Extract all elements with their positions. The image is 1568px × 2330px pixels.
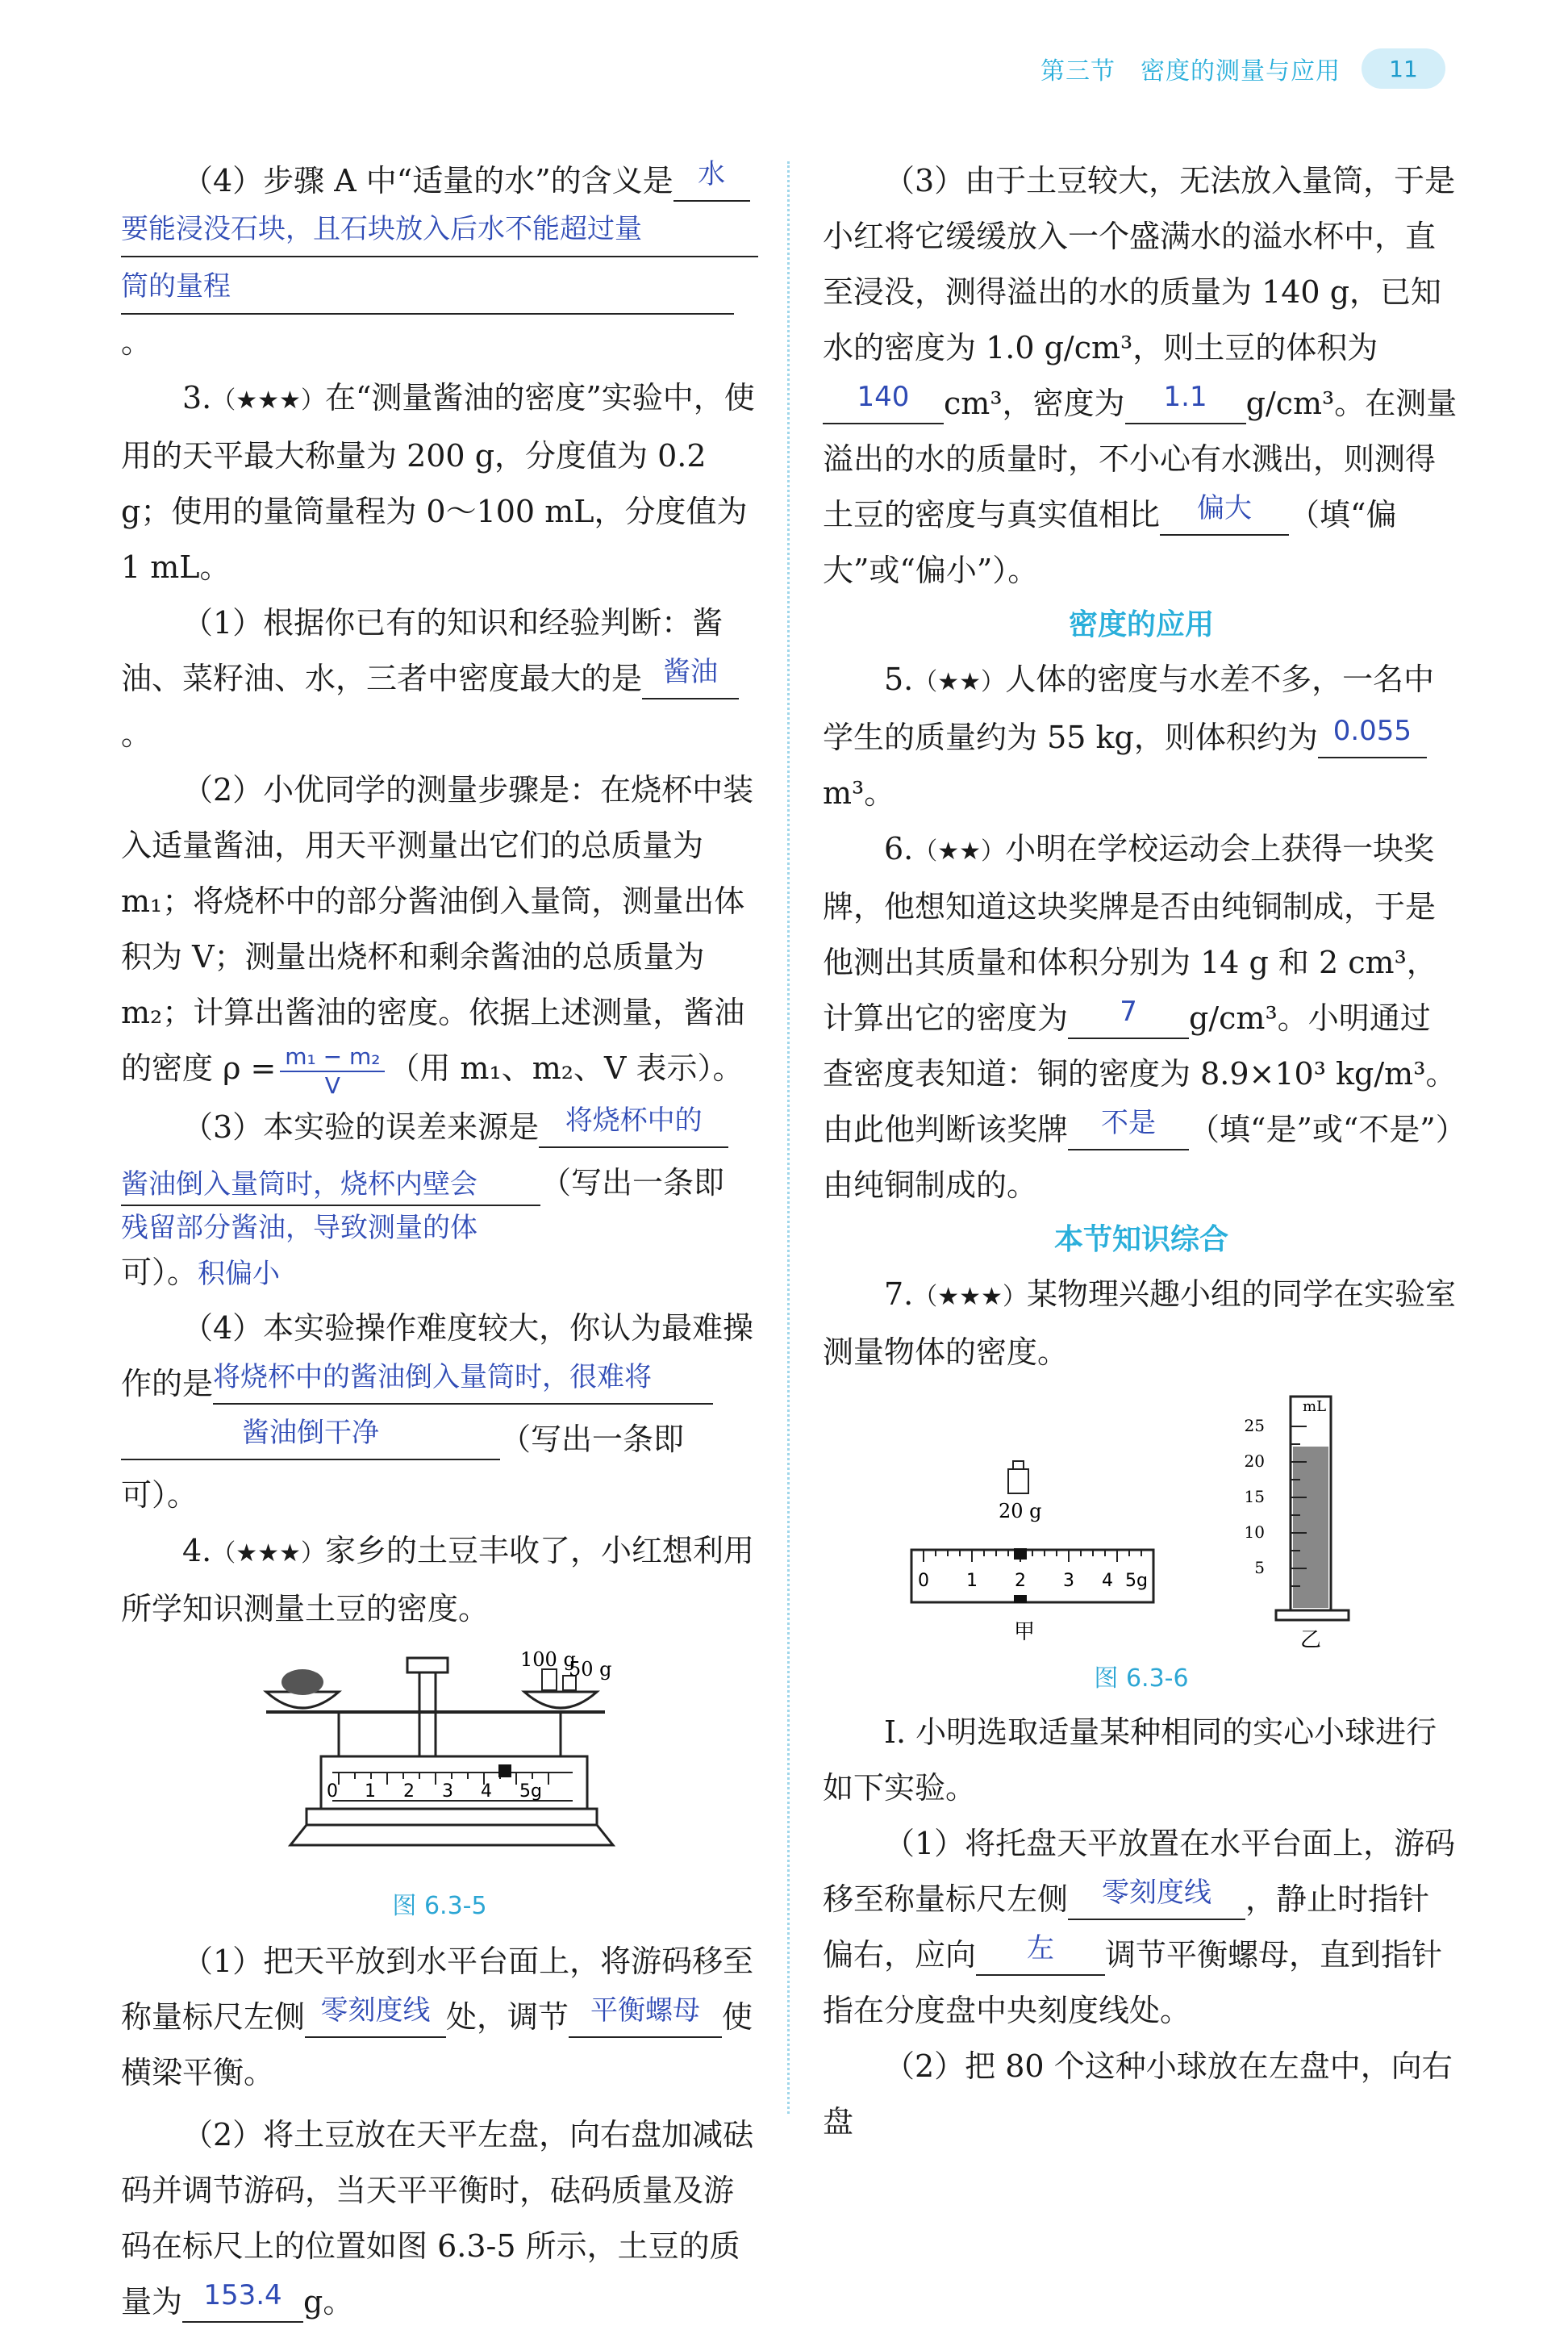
cylinder-unit: mL xyxy=(1303,1398,1327,1415)
density-fraction xyxy=(280,1043,385,1100)
q3-3-text: （3）本实验的误差来源是 xyxy=(182,1109,540,1145)
q6-end: （填“是”或“不是”）由纯铜制成的。 xyxy=(823,1112,1451,1203)
cylinder-mark-10: 10 xyxy=(1244,1522,1265,1542)
q4-3-answer-1: 140 xyxy=(857,381,910,413)
q3-4-text: （4）本实验操作难度较大，你认为最难操作的是 xyxy=(121,1309,754,1401)
figure-6-3-5 xyxy=(121,1643,758,1885)
figure-label-a: 甲 xyxy=(1013,1620,1036,1644)
ruler-tick-4: 4 xyxy=(1102,1571,1113,1591)
q6-answer-2: 不是 xyxy=(1101,1107,1157,1139)
q4-3-mid-1: cm³，密度为 xyxy=(944,386,1125,421)
q6-blank-2 xyxy=(1068,1107,1189,1150)
q4-2-answer: 153.4 xyxy=(203,2278,282,2311)
q2-4-text: （4）步骤 A 中“适量的水”的含义是 xyxy=(182,163,673,198)
q6-text: 小明在学校运动会上获得一块奖牌，他想知道这块奖牌是否由纯铜制成，于是他测出其质量和体积分别为 14 g 和 2 cm³，计算出它的密度为 xyxy=(823,831,1437,1036)
q4-1-text: （1）把天平放到水平台面上，将游码移至称量标尺左侧 xyxy=(121,1943,754,2035)
scale-and-cylinder-illustration xyxy=(823,1388,1460,1663)
figure-label-b: 乙 xyxy=(1299,1628,1322,1652)
cylinder-mark-20: 20 xyxy=(1244,1451,1265,1471)
weight-100g-label: 100 g xyxy=(520,1647,576,1671)
scale-tick-5: 5g xyxy=(519,1781,542,1802)
q3 xyxy=(121,370,758,595)
q3-1-text: （1）根据你已有的知识和经验判断：酱油、菜籽油、水，三者中密度最大的是 xyxy=(121,605,724,696)
section-heading-density-application: 密度的应用 xyxy=(1068,608,1214,641)
q3-3-answer-3: 残留部分酱油，导致测量的体 xyxy=(121,1211,477,1244)
fraction-denominator: V xyxy=(324,1071,340,1099)
weight-50g-label: 50 g xyxy=(569,1657,612,1681)
q4-3-blank-3 xyxy=(1160,492,1289,536)
q6-blank-1 xyxy=(1068,996,1189,1039)
column-divider xyxy=(787,161,790,2114)
q4-3-answer-2: 1.1 xyxy=(1163,381,1207,413)
scale-tick-4: 4 xyxy=(481,1781,492,1802)
q3-2-blank xyxy=(276,1043,389,1100)
q7-1-blank-1 xyxy=(1068,1877,1245,1920)
figure-6-3-6 xyxy=(823,1388,1460,1663)
ruler-tick-2: 2 xyxy=(1015,1571,1026,1591)
ruler-tick-5: 5g xyxy=(1125,1571,1148,1591)
q4-1-end: 使横梁平衡。 xyxy=(121,1998,753,2090)
q5-text: 人体的密度与水差不多，一名中学生的质量约为 55 kg，则体积约为 xyxy=(823,662,1435,755)
q3-3-answer-2: 酱油倒入量筒时，烧杯内壁会 xyxy=(121,1164,540,1206)
q7-1 xyxy=(823,1816,1460,2039)
q2-4-answer-3: 筒的量程 xyxy=(121,266,734,315)
q3-1-answer: 酱油 xyxy=(663,656,719,688)
q4 xyxy=(121,1523,758,1637)
q4-2-text: （2）将土豆放在天平左盘，向右盘加减砝码并调节游码，当天平平衡时，砝码质量及游码在标尺上的位置如图 6.3-5 所示，土豆的质量为 xyxy=(121,2116,754,2320)
q7-1-answer-1: 零刻度线 xyxy=(1102,1877,1212,1909)
page-number: 11 xyxy=(1362,48,1445,89)
q4-2-unit: g。 xyxy=(303,2283,354,2320)
scale-tick-2: 2 xyxy=(403,1781,415,1802)
q4-2-blank xyxy=(182,2278,303,2323)
q6-mid: g/cm³。小明通过查密度表知道：铜的密度为 8.9×10³ kg/m³。由此他判断该奖牌 xyxy=(823,1000,1457,1147)
q4-3 xyxy=(823,153,1460,599)
cylinder-mark-25: 25 xyxy=(1244,1416,1265,1435)
balance-illustration xyxy=(121,1643,758,1885)
q5-unit: m³。 xyxy=(823,775,895,811)
q3-4-answer-2: 酱油倒干净 xyxy=(242,1416,379,1449)
q2-4-answer-1: 水 xyxy=(698,158,726,190)
q4-1-blank-2 xyxy=(569,1994,722,2038)
q3-stars: （★★★） xyxy=(211,386,325,415)
left-column xyxy=(121,153,758,2330)
q5-answer: 0.055 xyxy=(1332,715,1412,747)
scale-tick-1: 1 xyxy=(365,1781,376,1802)
q7-number: 7. xyxy=(884,1276,914,1312)
q5-blank xyxy=(1318,715,1427,758)
q4-3-answer-3: 偏大 xyxy=(1197,492,1253,524)
q3-2-post: （用 m₁、m₂、V 表示）。 xyxy=(389,1050,744,1086)
q4-3-end: （填“偏大”或“偏小”）。 xyxy=(823,497,1397,588)
q4-3-blank-2 xyxy=(1125,381,1246,424)
q7-stars: （★★★） xyxy=(913,1283,1027,1311)
cylinder-liquid xyxy=(1293,1447,1328,1608)
q4-3-blank-1 xyxy=(823,381,944,424)
potato-icon xyxy=(281,1669,323,1695)
section-heading-comprehensive: 本节知识综合 xyxy=(1053,1223,1228,1256)
q3-2 xyxy=(121,762,758,1100)
q4-stars: （★★★） xyxy=(211,1539,325,1568)
q4-text: 家乡的土豆丰收了，小红想利用所学知识测量土豆的密度。 xyxy=(121,1532,754,1626)
figure-6-3-5-caption: 图 6.3-5 xyxy=(392,1891,487,1920)
q4-1-mid: 处，调节 xyxy=(446,1998,569,2035)
q3-4-post: （写出一条即可）。 xyxy=(121,1421,685,1513)
q3-1: （1）根据你已有的知识和经验判断：酱油、菜籽油、水，三者中密度最大的是 酱油。 xyxy=(121,595,758,762)
q4-3-mid-2: g/cm³。在测量溢出的水的质量时，不小心有水溅出，则测得土豆的密度与真实值相比 xyxy=(823,386,1457,532)
q3-4 xyxy=(121,1301,758,1523)
q6-answer-1: 7 xyxy=(1120,996,1137,1028)
right-column xyxy=(823,153,1460,2150)
q7-text: 某物理兴趣小组的同学在实验室测量物体的密度。 xyxy=(823,1276,1456,1370)
cylinder-mark-15: 15 xyxy=(1244,1487,1265,1506)
q3-4-blank-2 xyxy=(121,1416,500,1460)
q3-1-blank xyxy=(642,656,739,699)
q3-4-answer-1: 将烧杯中的酱油倒入量筒时，很难将 xyxy=(213,1360,653,1393)
q3-3-mid: （写出一条即 xyxy=(540,1164,725,1200)
scale-tick-3: 3 xyxy=(442,1781,453,1802)
q7-1-blank-2 xyxy=(976,1932,1105,1976)
q4-1 xyxy=(121,1934,758,2101)
rider-marker-2 xyxy=(1014,1548,1027,1560)
q3-text: 在“测量酱油的密度”实验中，使用的天平最大称量为 200 g，分度值为 0.2 g；使用的量筒量程为 0～100 mL，分度值为 1 mL。 xyxy=(121,380,755,585)
q4-2 xyxy=(121,2107,758,2330)
weight-20g-label: 20 g xyxy=(999,1500,1042,1522)
q2-4-answer-2: 要能浸没石块，且石块放入后水不能超过量 xyxy=(121,209,758,257)
fraction-numerator: m₁ − m₂ xyxy=(280,1043,385,1072)
q4-3-text: （3）由于土豆较大，无法放入量筒，于是小红将它缓缓放入一个盛满水的溢水杯中，直至浸没，测得溢出的水的质量为 140 g，已知水的密度为 1.0 g/cm³，则土豆的体积为 xyxy=(823,163,1456,365)
q3-3 xyxy=(121,1100,758,1301)
end-mark: 。 xyxy=(121,324,152,360)
q3-3-answer-4: 积偏小 xyxy=(198,1257,281,1290)
q3-4-blank-1 xyxy=(213,1360,713,1405)
q4-number: 4. xyxy=(182,1532,212,1568)
q6-stars: （★★） xyxy=(913,837,1006,866)
q4-1-answer-1: 零刻度线 xyxy=(320,1994,431,2027)
q7-2: （2）把 80 个这种小球放在左盘中，向右盘 xyxy=(823,2048,1453,2140)
q3-2-text: （2）小优同学的测量步骤是：在烧杯中装入适量酱油，用天平测量出它们的总质量为 m₁；将烧杯中的部分酱油倒入量筒，测量出体积为 V；测量出烧杯和剩余酱油的总质量为 m₂；计算出酱油的密度。依据上述测量，酱油的密度 ρ = xyxy=(121,772,754,1086)
q7 xyxy=(823,1267,1460,1380)
q6 xyxy=(823,821,1460,1213)
q2-4-blank xyxy=(673,158,750,202)
q3-3-blank xyxy=(539,1104,728,1148)
page-header xyxy=(1040,47,1445,90)
q7-I: Ⅰ. 小明选取适量某种相同的实心小球进行如下实验。 xyxy=(823,1714,1437,1806)
q4-1-blank-1 xyxy=(305,1994,446,2038)
weight-20g-icon xyxy=(1008,1469,1028,1493)
q5-stars: （★★） xyxy=(913,668,1006,696)
q2-4 xyxy=(121,153,758,370)
q7-1-answer-2: 左 xyxy=(1027,1932,1055,1965)
q7-1-mid: ，静止时指针偏右，应向 xyxy=(823,1881,1430,1973)
q5-number: 5. xyxy=(884,662,914,697)
ruler-tick-1: 1 xyxy=(966,1571,978,1591)
q3-3-end: 可）。 xyxy=(121,1254,198,1290)
q7-1-text: （1）将托盘天平放置在水平台面上，游码移至称量标尺左侧 xyxy=(823,1826,1456,1917)
q6-number: 6. xyxy=(884,831,914,866)
figure-6-3-6-caption: 图 6.3-6 xyxy=(1094,1664,1189,1693)
q7-1-end: 调节平衡螺母，直到指针指在分度盘中央刻度线处。 xyxy=(823,1937,1443,2028)
q3-number: 3. xyxy=(182,380,212,415)
chapter-title: 第三节 密度的测量与应用 xyxy=(1040,57,1341,86)
ruler-tick-3: 3 xyxy=(1063,1571,1074,1591)
scale-tick-0: 0 xyxy=(327,1781,338,1802)
rider-marker xyxy=(498,1764,511,1777)
ruler-tick-0: 0 xyxy=(918,1571,929,1591)
q3-3-answer-1: 将烧杯中的 xyxy=(565,1104,703,1137)
cylinder-mark-5: 5 xyxy=(1254,1558,1265,1577)
q5 xyxy=(823,652,1460,821)
q4-1-answer-2: 平衡螺母 xyxy=(590,1994,701,2027)
